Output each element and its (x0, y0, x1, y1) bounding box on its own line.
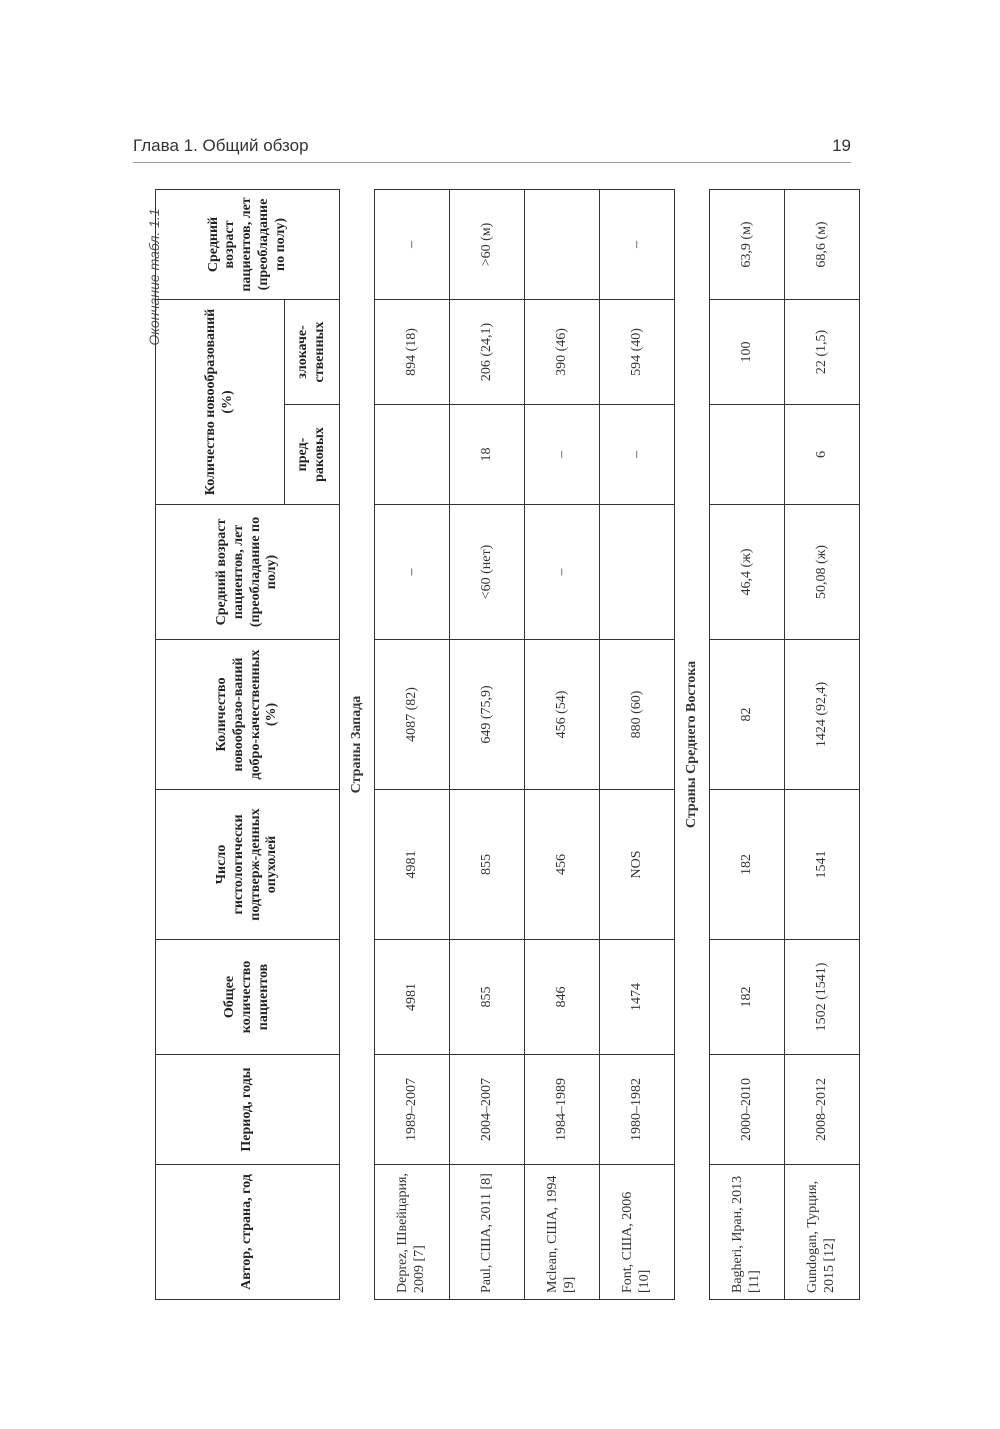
cell-histo: 182 (710, 790, 785, 940)
table-row (600, 190, 675, 1300)
cell-age-malignant: – (600, 190, 675, 300)
cell-benign: 82 (710, 640, 785, 790)
rotated-table-container (155, 190, 837, 1300)
section-title-west: Страны Запада (340, 190, 375, 1300)
running-head (133, 136, 851, 160)
cell-period: 1989–2007 (375, 1055, 450, 1165)
cell-author: Gundogan, Турция, 2015 [12] (785, 1165, 860, 1300)
cell-malignant: 894 (18) (375, 300, 450, 405)
cell-total: 1502 (1541) (785, 940, 860, 1055)
cell-author: Deprez, Швейцария, 2009 [7] (375, 1165, 450, 1300)
cell-histo: 4981 (375, 790, 450, 940)
cell-histo: 855 (450, 790, 525, 940)
cell-precancer (710, 405, 785, 505)
col-header-author: Автор, страна, год (156, 1165, 340, 1300)
cell-age-benign: 50,08 (ж) (785, 505, 860, 640)
cell-histo: 456 (525, 790, 600, 940)
cell-malignant: 390 (46) (525, 300, 600, 405)
col-header-period: Период, годы (156, 1055, 340, 1165)
col-header-age-malignant: Средний возраст пациентов, лет (преобладание по полу) (156, 190, 340, 300)
cell-period: 2004–2007 (450, 1055, 525, 1165)
cell-age-malignant: 68,6 (м) (785, 190, 860, 300)
col-header-age-benign: Средний возраст пациентов, лет (преобладание по полу) (156, 505, 340, 640)
cell-precancer (375, 405, 450, 505)
table-caption: Окончание табл. 1.1 (146, 208, 162, 346)
cell-period: 2008–2012 (785, 1055, 860, 1165)
cell-period: 1980–1982 (600, 1055, 675, 1165)
cell-age-benign: – (525, 505, 600, 640)
cell-precancer: 6 (785, 405, 860, 505)
col-header-neoplasms-group: Количество новообразований (%) (156, 300, 285, 505)
cell-benign: 1424 (92,4) (785, 640, 860, 790)
cell-benign: 4087 (82) (375, 640, 450, 790)
table-row (785, 190, 860, 1300)
table-row (450, 190, 525, 1300)
table-row (525, 190, 600, 1300)
cell-benign: 880 (60) (600, 640, 675, 790)
cell-precancer: – (525, 405, 600, 505)
col-header-precancer: пред-раковых (285, 405, 340, 505)
col-header-histo: Число гистологически подтверж-денных опухолей (156, 790, 340, 940)
cell-benign: 649 (75,9) (450, 640, 525, 790)
section-title-middle-east: Страны Среднего Востока (675, 190, 710, 1300)
cell-period: 2000–2010 (710, 1055, 785, 1165)
col-header-malignant: злокаче-ственных (285, 300, 340, 405)
cell-age-benign: – (375, 505, 450, 640)
cell-total: 182 (710, 940, 785, 1055)
cell-total: 4981 (375, 940, 450, 1055)
cell-age-malignant: – (375, 190, 450, 300)
cell-total: 846 (525, 940, 600, 1055)
cell-age-malignant: >60 (м) (450, 190, 525, 300)
page-number: 19 (832, 136, 851, 155)
chapter-title: Глава 1. Общий обзор (133, 136, 309, 155)
cell-histo: 1541 (785, 790, 860, 940)
cell-age-benign (600, 505, 675, 640)
table-row (375, 190, 450, 1300)
col-header-total: Общее количество пациентов (156, 940, 340, 1055)
cell-malignant: 22 (1,5) (785, 300, 860, 405)
table-inner (155, 190, 837, 1300)
cell-malignant: 594 (40) (600, 300, 675, 405)
cell-author: Paul, США, 2011 [8] (450, 1165, 525, 1300)
col-header-benign: Количество новообразо-ваний добро-качественных (%) (156, 640, 340, 790)
cell-age-benign: 46,4 (ж) (710, 505, 785, 640)
cell-histo: NOS (600, 790, 675, 940)
cell-precancer: – (600, 405, 675, 505)
cell-malignant: 100 (710, 300, 785, 405)
cell-benign: 456 (54) (525, 640, 600, 790)
cell-author: Mclean, США, 1994 [9] (525, 1165, 600, 1300)
header-rule (133, 162, 851, 163)
table-row (710, 190, 785, 1300)
cell-age-benign: <60 (нет) (450, 505, 525, 640)
cell-age-malignant (525, 190, 600, 300)
cell-period: 1984–1989 (525, 1055, 600, 1165)
cell-author: Bagheri, Иран, 2013 [11] (710, 1165, 785, 1300)
cell-total: 1474 (600, 940, 675, 1055)
cell-author: Font, США, 2006 [10] (600, 1165, 675, 1300)
cell-age-malignant: 63,9 (м) (710, 190, 785, 300)
data-table (155, 189, 860, 1300)
cell-precancer: 18 (450, 405, 525, 505)
cell-total: 855 (450, 940, 525, 1055)
cell-malignant: 206 (24,1) (450, 300, 525, 405)
